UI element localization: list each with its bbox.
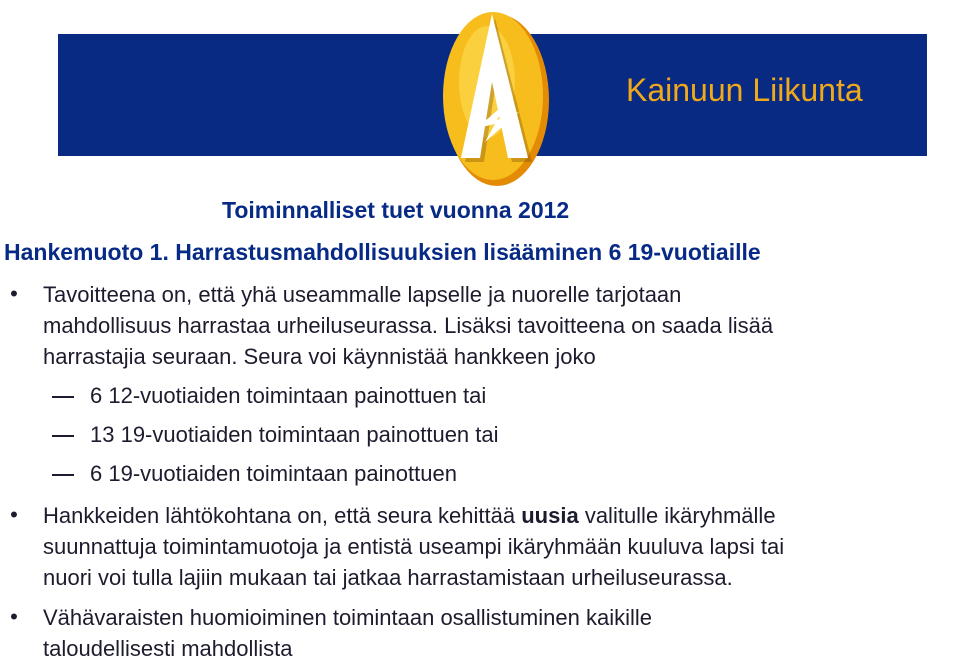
bullet-text-line: Vähävaraisten huomioiminen toimintaan osallistuminen kaikille bbox=[43, 605, 652, 630]
bullet-text-line: harrastajia seuraan. Seura voi käynnistää hankkeen joko bbox=[43, 344, 596, 369]
bullet-text-line bbox=[43, 500, 955, 531]
brand-name: Kainuun Liikunta bbox=[626, 72, 863, 108]
bullet-paragraph bbox=[43, 500, 955, 593]
sub-item: 6 19-vuotiaiden toimintaan painottuen bbox=[90, 461, 457, 486]
bullet-paragraph bbox=[43, 279, 955, 372]
bullet-text-line: taloudellisesti mahdollista bbox=[43, 636, 293, 661]
bullet-marker: • bbox=[10, 604, 18, 629]
bullet-text-emphasis: uusia bbox=[521, 503, 579, 528]
bullet-text-segment: valitulle ikäryhmälle bbox=[578, 503, 776, 528]
sub-item: 6 12-vuotiaiden toimintaan painottuen tai bbox=[90, 383, 487, 408]
dash-marker bbox=[52, 396, 74, 398]
dash-marker bbox=[52, 435, 74, 437]
bullet-text-line: suunnattuja toimintamuotoja ja entistä useampi ikäryhmään kuuluva lapsi tai bbox=[43, 534, 785, 559]
bullet-text-segment: Hankkeiden lähtökohtana on, että seura kehittää bbox=[43, 503, 522, 528]
dash-marker bbox=[52, 474, 74, 476]
bullet-paragraph bbox=[43, 602, 955, 664]
bullet-marker: • bbox=[10, 502, 18, 527]
bullet-text-line: mahdollisuus harrastaa urheiluseurassa. Lisäksi tavoitteena on saada lisää bbox=[43, 313, 774, 338]
bullet-text-line: nuori voi tulla lajiin mukaan tai jatkaa harrastamistaan urheiluseurassa. bbox=[43, 565, 733, 590]
kainuun-liikunta-logo bbox=[437, 2, 553, 192]
bullet-text-line: Tavoitteena on, että yhä useammalle lapselle ja nuorelle tarjotaan bbox=[43, 282, 682, 307]
slide-title: Toiminnalliset tuet vuonna 2012 bbox=[222, 197, 570, 223]
slide-heading: Hankemuoto 1. Harrastusmahdollisuuksien lisääminen 6 19-vuotiaille bbox=[4, 239, 761, 265]
bullet-marker: • bbox=[10, 281, 18, 306]
sub-item: 13 19-vuotiaiden toimintaan painottuen tai bbox=[90, 422, 499, 447]
